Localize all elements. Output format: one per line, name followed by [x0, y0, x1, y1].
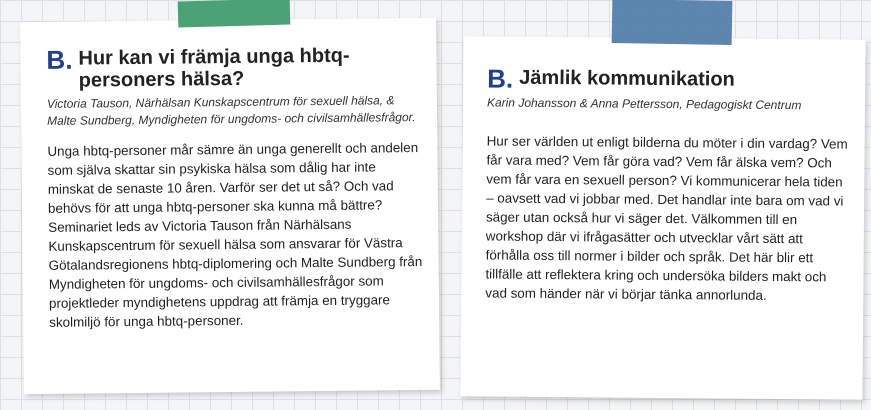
card-title: Jämlik kommunikation [519, 66, 735, 91]
card-authors: Victoria Tauson, Närhälsan Kunskapscentrum för sexuell hälsa, & Malte Sundberg, Myndigheten för ungdoms- och civilsamhällesfrågor. [46, 93, 416, 128]
card-description: Unga hbtq-personer mår sämre än unga generellt och andelen som själva skattar sin psykiska hälsa som dålig har inte minskat de senaste 10 åren. Varför ser det ut så? Och vad behövs för att unga hbtq-personer ska kunna må bättre? Seminariet leds av Victoria Tauson från Närhälsans Kunskapscentrum för sexuell hälsa som ansvarar för Västra Götalandsregionens hbtq-diplomering och Malte Sundberg från Myndigheten för ungdoms- och civilsamhällesfrågor som projektleder myndighetens uppdrag att främja en tryggare skolmiljö för unga hbtq-personer. [47, 140, 423, 330]
card-title: Hur kan vi främja unga hbtq-personers hälsa? [78, 44, 350, 92]
blue-tape-strip [612, 0, 733, 45]
session-card-hbtq-health [20, 18, 440, 394]
track-letter: B. [46, 44, 73, 75]
session-card-equal-communication [460, 36, 865, 399]
card-heading [487, 63, 851, 94]
card-authors: Karin Johansson & Anna Pettersson, Pedagogiskt Centrum [486, 95, 802, 113]
green-tape-strip [178, 0, 291, 27]
card-description: Hur ser världen ut enligt bilderna du möter i din vardag? Vem får vara med? Vem får göra vad? Vem får älska vem? Och vem får vara en sexuell person? Vi kommunicerar hela tiden – oavsett vad vi jobbar med. Det handlar inte bara om vad vi säger utan också hur vi säger det. Välkommen till en workshop där vi ifrågasätter och utvecklar vårt sätt att förhålla oss till normer i bilder och språk. Det här blir ett tillfälle att reflektera kring och undersöka bilders makt och vad som händer när vi börjar tänka annorlunda. [485, 133, 848, 303]
card-heading [46, 44, 422, 92]
track-letter: B. [487, 63, 514, 94]
